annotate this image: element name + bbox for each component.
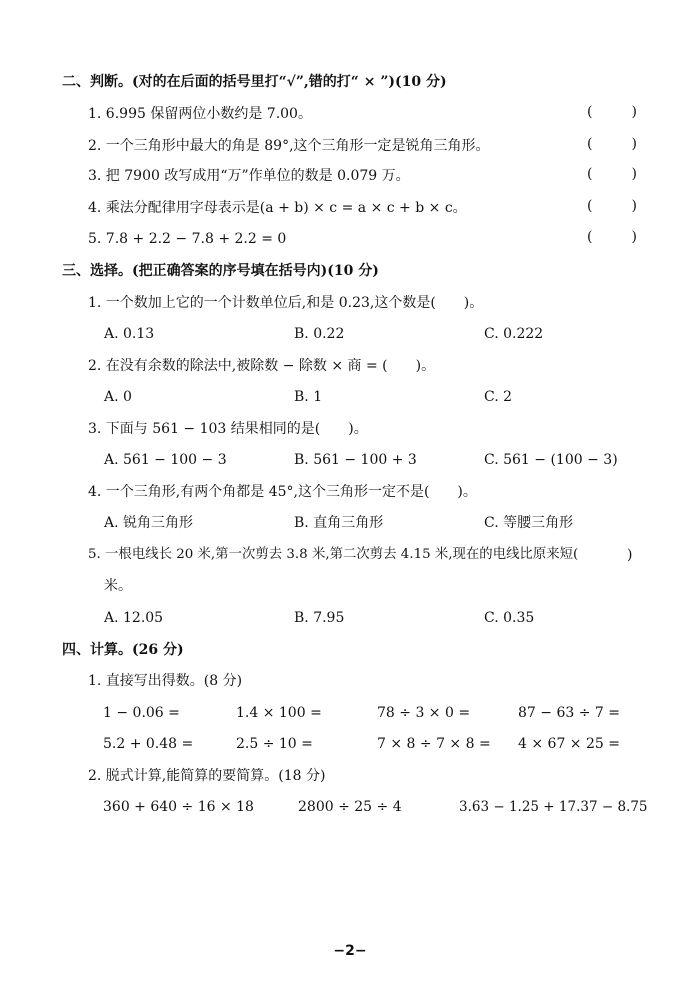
judge-item-3: 3. 把 7900 改写成用“万”作单位的数是 0.079 万。 [88,168,410,184]
choice-question-1: 1. 一个数加上它的一个计数单位后,和是 0.23,这个数是( )。 [88,295,484,311]
choice-1-option-c[interactable]: C. 0.222 [484,326,544,342]
choice-3-option-a[interactable]: A. 561 − 100 − 3 [104,452,227,468]
judge-answer-1[interactable]: ( ) [587,104,637,120]
judge-answer-2[interactable]: ( ) [587,136,637,152]
calc-part-2-title: 2. 脱式计算,能简算的要简算。(18 分) [88,768,326,784]
choice-5-option-c[interactable]: C. 0.35 [484,610,535,626]
judge-item-5: 5. 7.8 + 2.2 − 7.8 + 2.2 = 0 [88,231,287,247]
judge-item-2: 2. 一个三角形中最大的角是 89°,这个三角形一定是锐角三角形。 [88,138,490,154]
choice-question-3: 3. 下面与 561 − 103 结果相同的是( )。 [88,421,368,437]
choice-5-option-a[interactable]: A. 12.05 [104,610,164,626]
choice-question-5-cont: 米。 [104,578,132,594]
oral-calc-6: 2.5 ÷ 10 = [236,736,313,752]
oral-calc-2: 1.4 × 100 = [236,705,322,721]
oral-calc-4: 87 − 63 ÷ 7 = [518,705,620,721]
judge-answer-4[interactable]: ( ) [587,198,637,214]
choice-question-4: 4. 一个三角形,有两个角都是 45°,这个三角形一定不是( )。 [88,484,477,500]
judge-answer-3[interactable]: ( ) [587,166,637,182]
oral-calc-1: 1 − 0.06 = [103,705,180,721]
step-calc-3: 3.63 − 1.25 + 17.37 − 8.75 [459,799,648,815]
calc-part-1-title: 1. 直接写出得数。(8 分) [88,673,243,689]
choice-2-option-b[interactable]: B. 1 [294,389,323,405]
oral-calc-7: 7 × 8 ÷ 7 × 8 = [377,736,491,752]
choice-5-paren-close: ) [627,547,633,563]
choice-2-option-a[interactable]: A. 0 [104,389,132,405]
choice-1-option-b[interactable]: B. 0.22 [294,326,345,342]
step-calc-2: 2800 ÷ 25 ÷ 4 [298,799,402,815]
choice-4-option-b[interactable]: B. 直角三角形 [294,515,384,531]
step-calc-1: 360 + 640 ÷ 16 × 18 [103,799,254,815]
choice-2-option-c[interactable]: C. 2 [484,389,513,405]
oral-calc-3: 78 ÷ 3 × 0 = [377,705,471,721]
judge-answer-5[interactable]: ( ) [587,229,637,245]
section-4-title: 四、计算。(26 分) [62,642,184,658]
oral-calc-8: 4 × 67 × 25 = [518,736,620,752]
section-3-title: 三、选择。(把正确答案的序号填在括号内)(10 分) [62,263,379,279]
oral-calc-5: 5.2 + 0.48 = [103,736,194,752]
choice-1-option-a[interactable]: A. 0.13 [104,326,155,342]
section-2-title: 二、判断。(对的在后面的括号里打“√”,错的打“ × ”)(10 分) [62,74,447,90]
choice-5-option-b[interactable]: B. 7.95 [294,610,345,626]
choice-4-option-c[interactable]: C. 等腰三角形 [484,515,574,531]
page-number: −2− [333,943,367,959]
choice-question-2: 2. 在没有余数的除法中,被除数 − 除数 × 商 = ( )。 [88,358,436,374]
choice-question-5: 5. 一根电线长 20 米,第一次剪去 3.8 米,第二次剪去 4.15 米,现在的电线比原来短( [88,547,579,562]
judge-item-1: 1. 6.995 保留两位小数约是 7.00。 [88,106,312,122]
judge-item-4: 4. 乘法分配律用字母表示是(a + b) × c = a × c + b × c。 [88,200,467,216]
choice-3-option-c[interactable]: C. 561 − (100 − 3) [484,452,618,468]
choice-4-option-a[interactable]: A. 锐角三角形 [104,515,194,531]
choice-3-option-b[interactable]: B. 561 − 100 + 3 [294,452,417,468]
